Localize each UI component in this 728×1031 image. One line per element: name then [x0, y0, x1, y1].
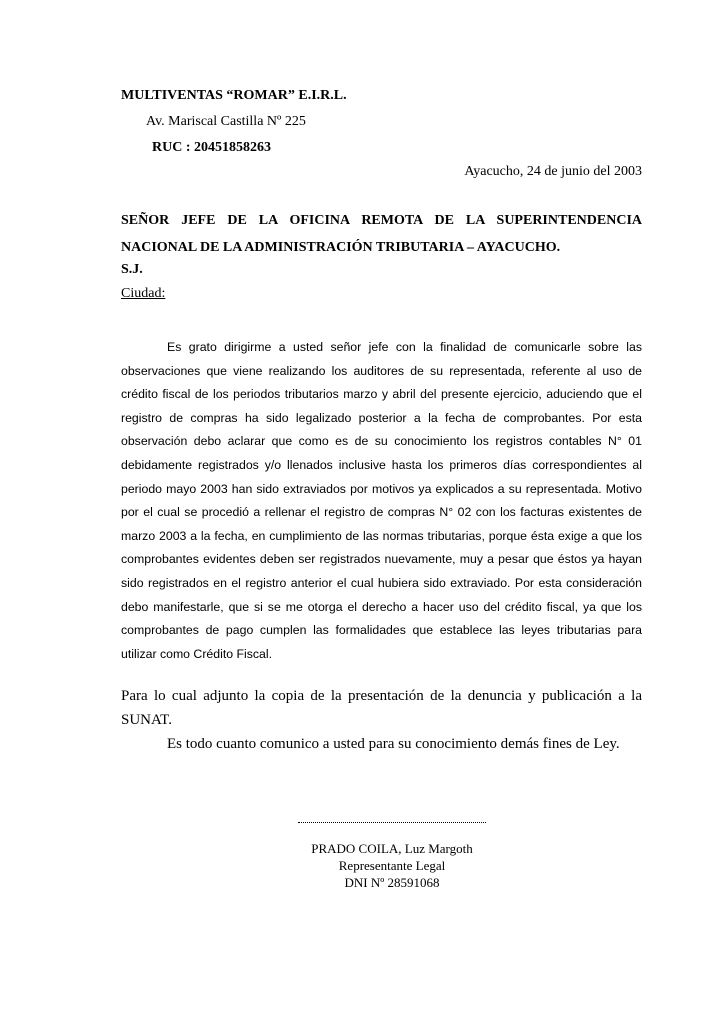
company-address: Av. Mariscal Castilla Nº 225 — [146, 114, 306, 129]
body-paragraph-3: Es todo cuanto comunico a usted para su conocimiento demás fines de Ley. — [167, 736, 620, 752]
addressee-line-1: SEÑOR JEFE DE LA OFICINA REMOTA DE LA SUPERINTENDENCIA — [121, 213, 642, 228]
addressee-line-2: NACIONAL DE LA ADMINISTRACIÓN TRIBUTARIA – AYACUCHO. — [121, 240, 561, 255]
addressee-sj: S.J. — [121, 262, 143, 277]
body-paragraph-1: Es grato dirigirme a usted señor jefe con la finalidad de comunicarle sobre las observaciones que viene realizando los auditores de su representada, referente al uso de crédito fiscal de los periodos tributarios marzo y abril del presente ejercicio, aduciendo que el registro de compras ha sido legalizado posterior a la fecha de comprobantes. Por esta observación debo aclarar que como es de su conocimiento los registros contables N° 01 debidamente registrados y/o llenados inclusive hasta los primeros días correspondientes al periodo mayo 2003 han sido extraviados por motivos ya explicados a su representada. Motivo por el cual se procedió a rellenar el registro de compras N° 02 con los facturas existentes de marzo 2003 a la fecha, en cumplimiento de las normas tributarias, porque ésta exige a que los comprobantes evidentes deben ser registrados nuevamente, muy a pesar que éstos ya hayan sido registrados en el registro anterior el cual hubiera sido extraviado. Por esta consideración debo manifestarle, que si se me otorga el derecho a hacer uso del crédito fiscal, ya que los comprobantes de pago cumplen las formalidades que establece las leyes tributarias para utilizar como Crédito Fiscal. — [121, 340, 642, 661]
body-paragraph-2: Para lo cual adjunto la copia de la presentación de la denuncia y publicación a la SUNAT. — [121, 688, 642, 728]
signatory-dni: DNI Nº 28591068 — [344, 875, 440, 890]
signature-line — [298, 822, 486, 823]
company-ruc: RUC : 20451858263 — [152, 140, 271, 155]
company-name: MULTIVENTAS “ROMAR” E.I.R.L. — [121, 88, 347, 103]
signatory-role: Representante Legal — [338, 858, 446, 873]
signatory-name: PRADO COILA, Luz Margoth — [311, 841, 473, 856]
signature-block — [290, 840, 494, 891]
addressee-city: Ciudad: — [121, 286, 166, 301]
date-line: Ayacucho, 24 de junio del 2003 — [464, 164, 642, 179]
